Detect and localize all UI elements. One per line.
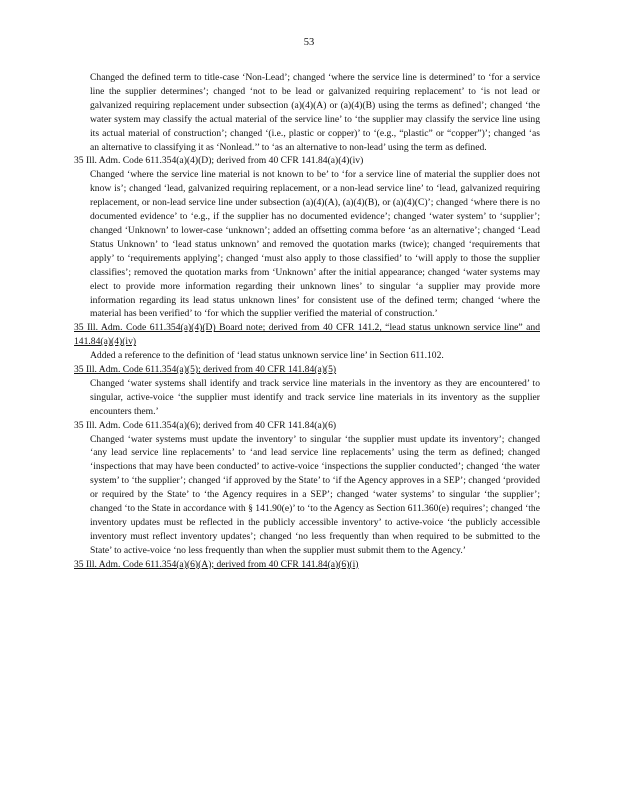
code-citation: 35 Ill. Adm. Code 611.354(a)(6)(A); derived from 40 CFR 141.84(a)(6)(i)	[74, 558, 359, 570]
body-paragraph: Changed ‘water systems must update the inventory’ to singular ‘the supplier must update its inventory’; changed ‘any lead service line replacements’ to ‘and lead service line replacements’ using the term as defined; changed ‘inspections that may have been conducted’ to active-voice ‘inspections the supplier conducted’; changed ‘the water system’ to ‘the supplier’; changed ‘if approved by the State’ to ‘if the Agency approves in a SEP’; changed ‘provided or required by the State’ to ‘the Agency requires in a SEP’; changed ‘water systems’ to singular ‘the supplier’; changed ‘to the State in accordance with § 141.90(e)’ to ‘to the Agency as Section 611.360(e) requires’; changed ‘the inventory updates must be reflected in the publicly accessible inventory’ to active-voice ‘the publicly accessible inventory must reflect inventory updates’; changed ‘no less frequently than when required to be submitted to the State’ to active-voice ‘no less frequently than when the supplier must submit them to the Agency.’	[90, 433, 540, 556]
body-paragraph: Changed ‘where the service line material is not known to be’ to ‘for a service line of material the supplier does not know is’; changed ‘lead, galvanized requiring replacement, or a non-lead service line’ to ‘lead, galvanized requiring replacement, or non-lead service line under subsection (a)(4)(A), (a)(4)(B), or (a)(4)(C)’; changed ‘where there is no documented evidence’ to ‘e.g., if the supplier has no documented evidence’; changed ‘water system’ to ‘supplier’; changed ‘Unknown’ to lower-case ‘unknown’; added an offsetting comma before ‘as an alternative’; changed ‘Lead Status Unknown’ to ‘lead status unknown’ and removed the quotation marks (twice); changed ‘requirements that apply’ to ‘requirements applying’; changed ‘must also apply to those classified’ to ‘will apply to those the supplier classifies’; removed the quotation marks from ‘Unknown’ after the initial appearance; changed ‘water systems may elect to provide more information regarding their unknown lines’ to singular ‘a supplier may provide more information regarding its lead status unknown lines’ for consistent use of the defined term; changed ‘where the material has been verified’ to ‘for which the supplier verified the material of construction.’	[90, 169, 540, 320]
code-citation: 35 Ill. Adm. Code 611.354(a)(5); derived from 40 CFR 141.84(a)(5)	[74, 364, 337, 376]
body-paragraph: Changed the defined term to title-case ‘Non-Lead’; changed ‘where the service line is determined’ to ‘for a service line the supplier determines’; changed ‘not to be lead or galvanized requiring replacement’ to ‘is not lead or galvanized requiring replacement under subsection (a)(4)(A) or (a)(4)(B) using the terms as defined’; changed ‘the water system may classify the actual material of the service line’ to ‘the supplier may classify the service line using its actual material of construction’; changed ‘(i.e., plastic or copper)’ to ‘(e.g., “plastic” or “copper”)’; changed ‘as an alternative to classifying it as ‘Nonlead.’’ to ‘as an alternative to non-lead’ using the term as defined.	[90, 72, 540, 153]
body-paragraph: Added a reference to the definition of ‘lead status unknown service line’ in Section 611.102.	[90, 350, 444, 362]
body-paragraph: Changed ‘water systems shall identify and track service line materials in the inventory as they are encountered’ to singular, active-voice ‘the supplier must identify and track service line materials in its inventory as the supplier encounters them.’	[90, 377, 540, 417]
page-number: 53	[303, 37, 315, 48]
code-citation: 35 Ill. Adm. Code 611.354(a)(6); derived from 40 CFR 141.84(a)(6)	[74, 419, 337, 431]
code-citation: 35 Ill. Adm. Code 611.354(a)(4)(D) Board note; derived from 40 CFR 141.2, “lead status unknown service line” and 141.84(a)(4)(iv)	[74, 322, 540, 348]
page-body	[74, 71, 540, 572]
code-citation: 35 Ill. Adm. Code 611.354(a)(4)(D); derived from 40 CFR 141.84(a)(4)(iv)	[74, 155, 364, 167]
